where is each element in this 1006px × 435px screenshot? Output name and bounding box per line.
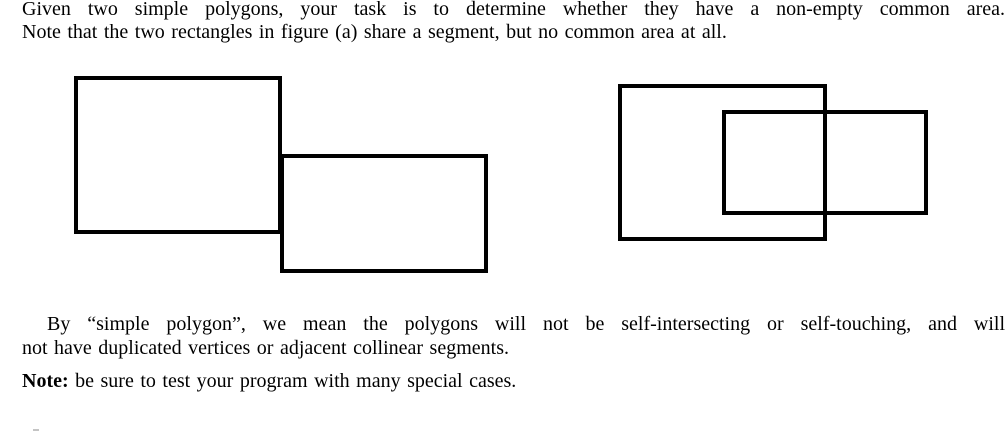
statement-paragraph2-line1: By “simple polygon”, we mean the polygons will not be self-intersecting or self-touching, and will [47, 313, 1005, 335]
note-line [22, 370, 1005, 393]
figure-a-rectangle-2 [282, 156, 486, 271]
cutoff-next-line-fragment [33, 429, 39, 431]
note-text: be sure to test your program with many special cases. [68, 370, 517, 392]
statement-paragraph1-line2: Note that the two rectangles in figure (a) share a segment, but no common area at all. [22, 21, 727, 43]
statement-paragraph2-line2: not have duplicated vertices or adjacent collinear segments. [22, 337, 509, 359]
figure-a-rectangle-1 [76, 78, 280, 232]
statement-paragraph1-line1: Given two simple polygons, your task is to determine whether they have a non-empty common area. [22, 0, 1005, 20]
note-label: Note: [22, 370, 69, 392]
